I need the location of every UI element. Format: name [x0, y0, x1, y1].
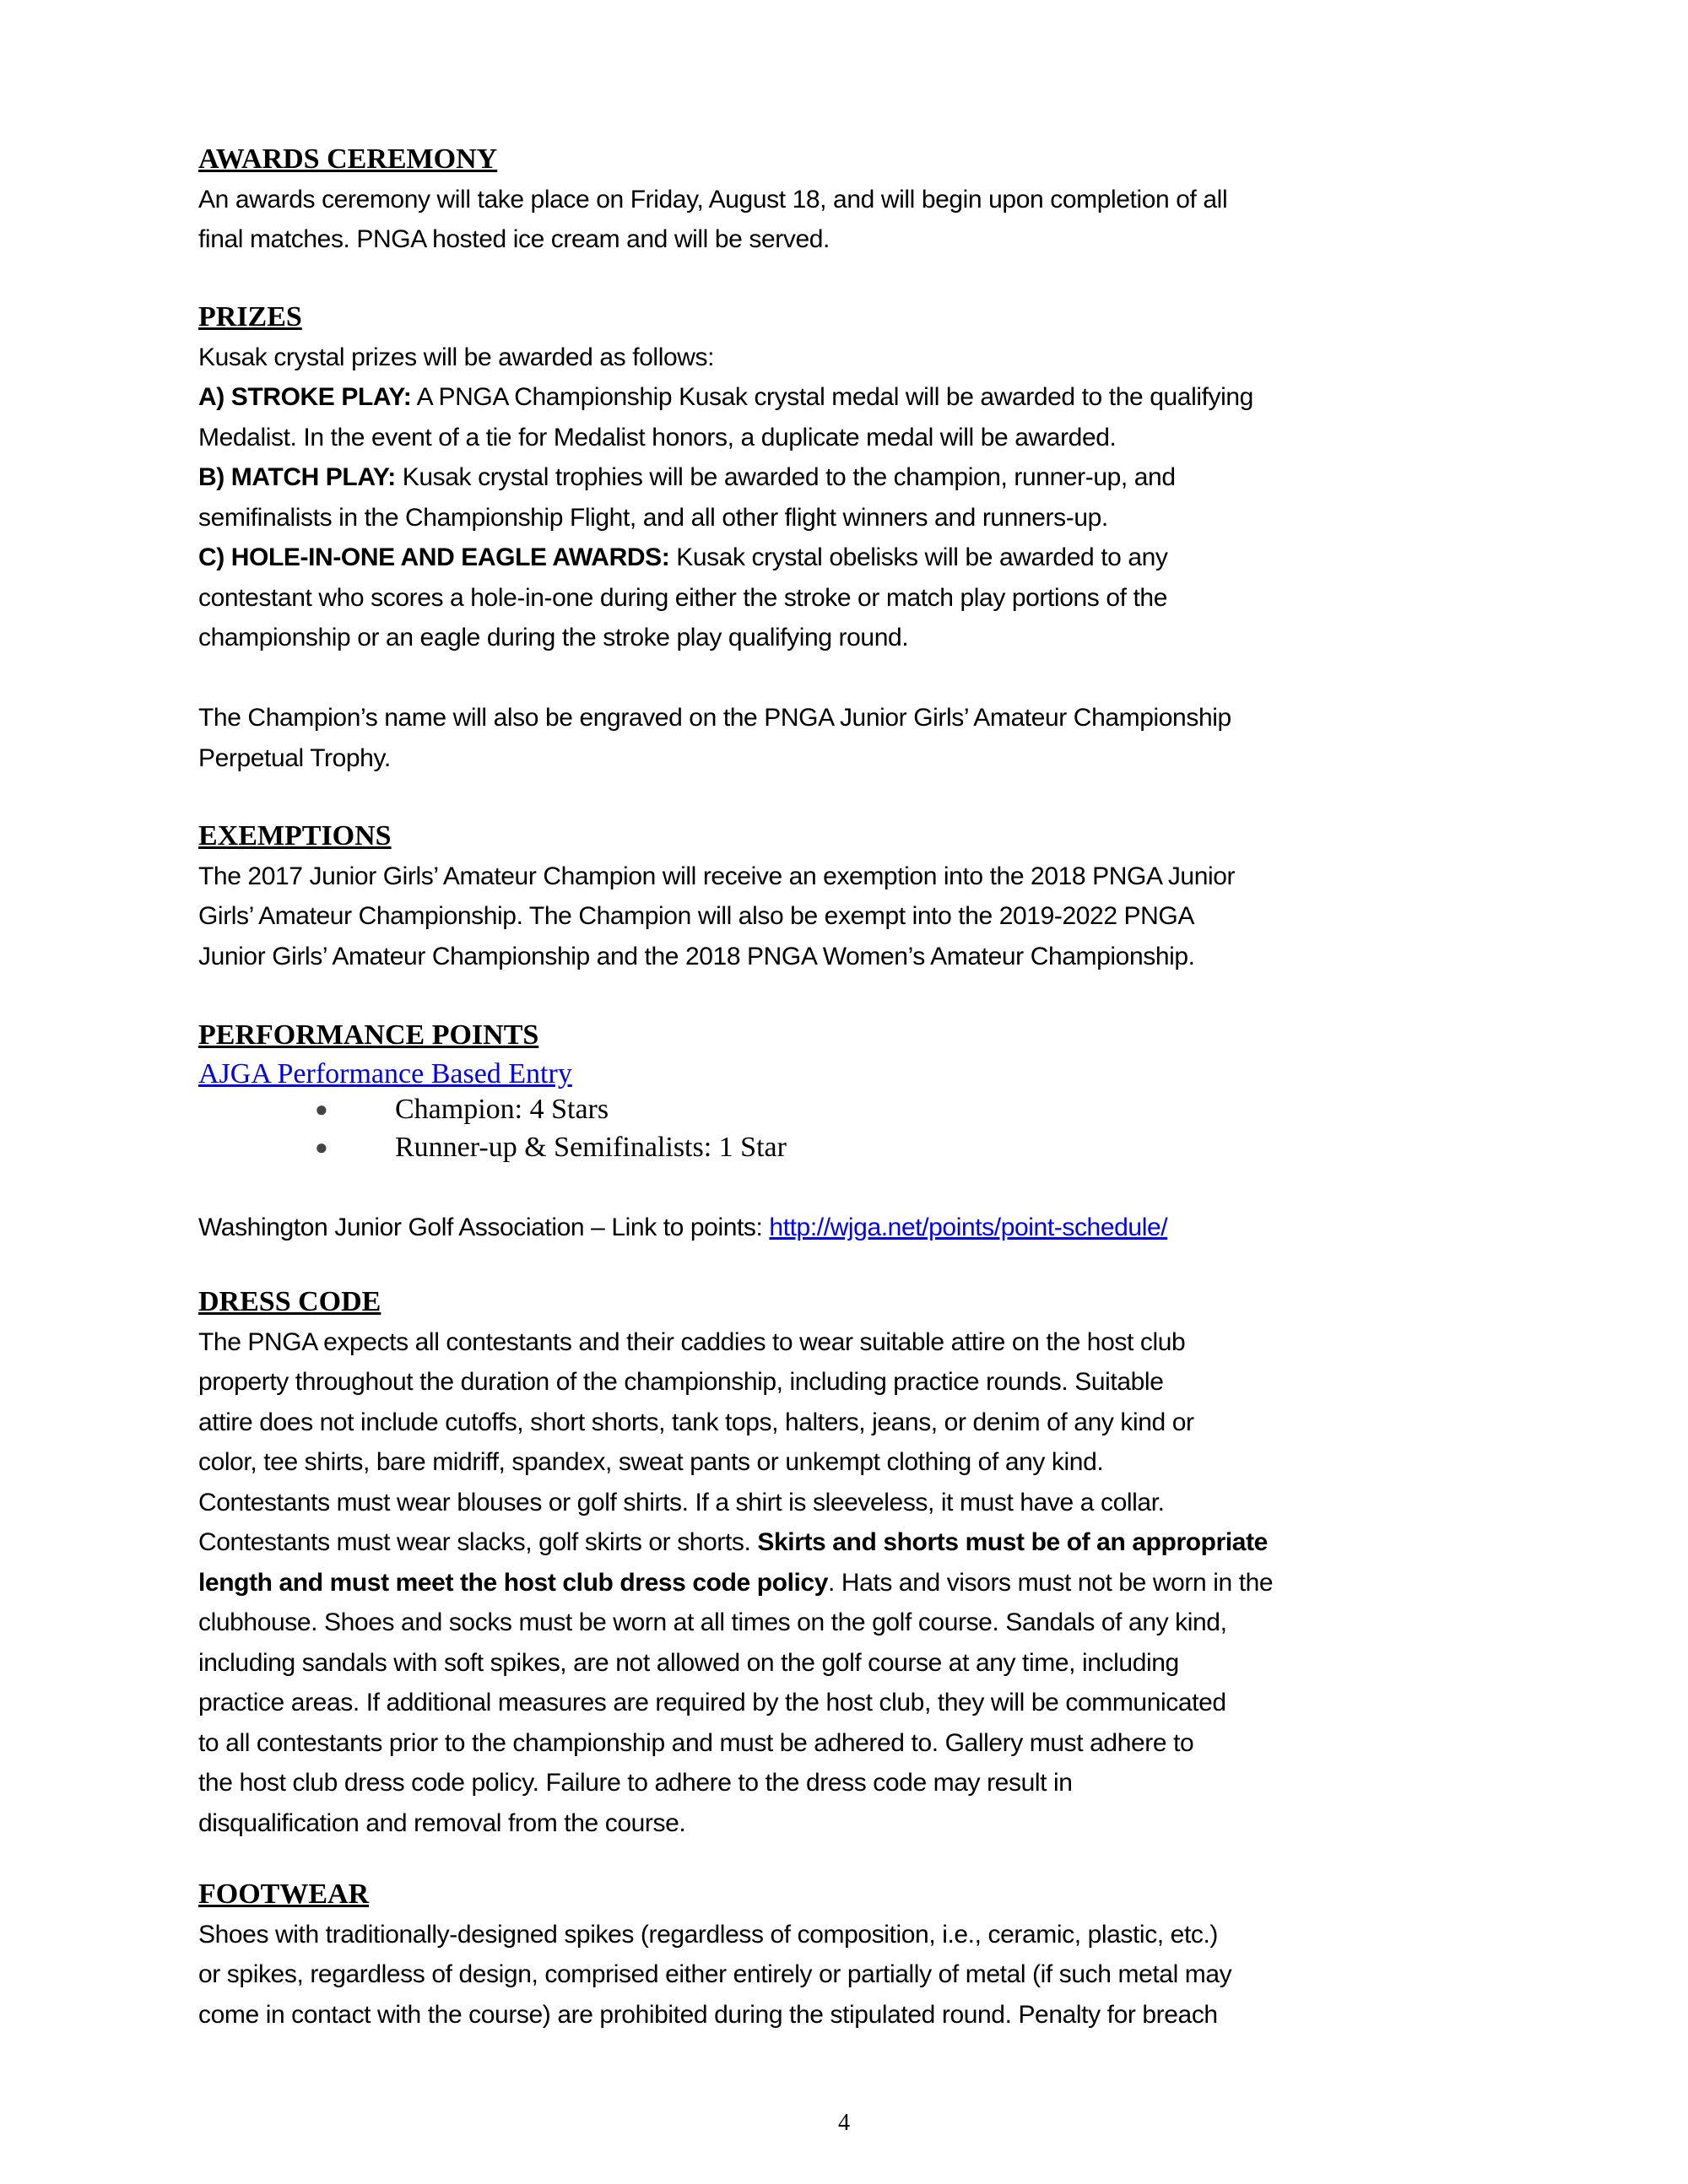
body-text: Washington Junior Golf Association – Link to points:	[198, 1214, 770, 1241]
dress-code-section	[198, 1282, 1498, 1843]
body-line: practice areas. If additional measures are required by the host club, they will be communicated	[198, 1689, 1226, 1716]
body-line: come in contact with the course) are prohibited during the stipulated round. Penalty for breach	[198, 2000, 1218, 2029]
wjga-points-link[interactable]: http://wjga.net/points/point-schedule/	[769, 1214, 1168, 1241]
prize-label: B) MATCH PLAY:	[198, 463, 396, 491]
section-heading: FOOTWEAR	[198, 1879, 370, 1910]
body-line: Girls’ Amateur Championship. The Champion will also be exempt into the 2019-2022 PNGA	[198, 902, 1194, 930]
section-heading: PRIZES	[198, 301, 302, 332]
body-line: the host club dress code policy. Failure to adhere to the dress code may result in	[198, 1769, 1073, 1797]
body-text: Kusak crystal trophies will be awarded to the champion, runner-up, and	[395, 463, 1176, 491]
body-text: . Hats and visors must not be worn in the	[828, 1568, 1274, 1597]
body-line: semifinalists in the Championship Flight, and all other flight winners and runners-up.	[198, 503, 1108, 532]
bullet-icon: ●	[315, 1097, 328, 1122]
body-line: contestant who scores a hole-in-one during either the stroke or match play portions of the	[198, 583, 1167, 612]
body-text: Contestants must wear slacks, golf skirts or shorts.	[198, 1528, 758, 1556]
bullet-text: Runner-up & Semifinalists: 1 Star	[395, 1132, 787, 1163]
body-line: Contestants must wear blouses or golf shirts. If a shirt is sleeveless, it must have a collar.	[198, 1488, 1165, 1516]
section-heading: EXEMPTIONS	[198, 820, 392, 851]
body-line: Shoes with traditionally-designed spikes (regardless of composition, i.e., ceramic, plastic, etc.)	[198, 1920, 1219, 1949]
prize-label: A) STROKE PLAY:	[198, 383, 412, 411]
bullet-text: Champion: 4 Stars	[395, 1094, 609, 1125]
body-line: clubhouse. Shoes and socks must be worn at all times on the golf course. Sandals of any kind,	[198, 1608, 1227, 1636]
page-number: 4	[838, 2110, 850, 2136]
body-line: property throughout the duration of the championship, including practice rounds. Suitable	[198, 1368, 1164, 1396]
body-line: Perpetual Trophy.	[198, 743, 391, 772]
bullet-icon: ●	[315, 1135, 328, 1160]
body-text: Kusak crystal obelisks will be awarded to any	[669, 543, 1168, 571]
section-heading: DRESS CODE	[198, 1286, 381, 1317]
section-heading: PERFORMANCE POINTS	[198, 1019, 539, 1051]
body-line: final matches. PNGA hosted ice cream and will be served.	[198, 225, 830, 253]
body-line: or spikes, regardless of design, comprised either entirely or partially of metal (if such metal may	[198, 1960, 1232, 1988]
bold-text: length and must meet the host club dress code policy	[198, 1568, 829, 1597]
ajga-link[interactable]: AJGA Performance Based Entry	[198, 1058, 572, 1089]
body-line: color, tee shirts, bare midriff, spandex, sweat pants or unkempt clothing of any kind.	[198, 1448, 1104, 1476]
body-line	[198, 1563, 1498, 1603]
footwear-section	[198, 1874, 1498, 2035]
body-line: Medalist. In the event of a tie for Medalist honors, a duplicate medal will be awarded.	[198, 423, 1117, 451]
prize-a	[198, 377, 1498, 418]
exemptions-section	[198, 816, 1498, 976]
body-line: championship or an eagle during the stroke play qualifying round.	[198, 624, 909, 651]
body-line: The 2017 Junior Girls’ Amateur Champion will receive an exemption into the 2018 PNGA Junior	[198, 862, 1236, 890]
body-line: to all contestants prior to the championship and must be adhered to. Gallery must adhere to	[198, 1728, 1194, 1757]
prizes-section	[198, 297, 1498, 778]
body-line: The PNGA expects all contestants and their caddies to wear suitable attire on the host club	[198, 1327, 1186, 1356]
awards-section	[198, 139, 1498, 260]
body-line: disqualification and removal from the course.	[198, 1808, 686, 1837]
section-heading: AWARDS CEREMONY	[198, 143, 498, 175]
body-line: An awards ceremony will take place on Friday, August 18, and will begin upon completion of all	[198, 185, 1228, 214]
bold-text: Skirts and shorts must be of an appropriate	[757, 1528, 1268, 1556]
prize-b	[198, 457, 1498, 498]
body-line: Junior Girls’ Amateur Championship and the 2018 PNGA Women’s Amateur Championship.	[198, 942, 1195, 970]
body-line: attire does not include cutoffs, short shorts, tank tops, halters, jeans, or denim of any kind or	[198, 1408, 1194, 1436]
prize-c	[198, 538, 1498, 578]
wjga-line	[198, 1208, 1167, 1248]
performance-section	[198, 1015, 1498, 1268]
body-line: Kusak crystal prizes will be awarded as follows:	[198, 343, 715, 371]
body-line	[198, 1522, 1498, 1563]
body-line: including sandals with soft spikes, are not allowed on the golf course at any time, including	[198, 1648, 1179, 1677]
prize-label: C) HOLE-IN-ONE AND EAGLE AWARDS:	[198, 543, 670, 571]
body-text: A PNGA Championship Kusak crystal medal will be awarded to the qualifying	[411, 383, 1253, 411]
body-line: The Champion’s name will also be engraved on the PNGA Junior Girls’ Amateur Championship	[198, 704, 1231, 732]
